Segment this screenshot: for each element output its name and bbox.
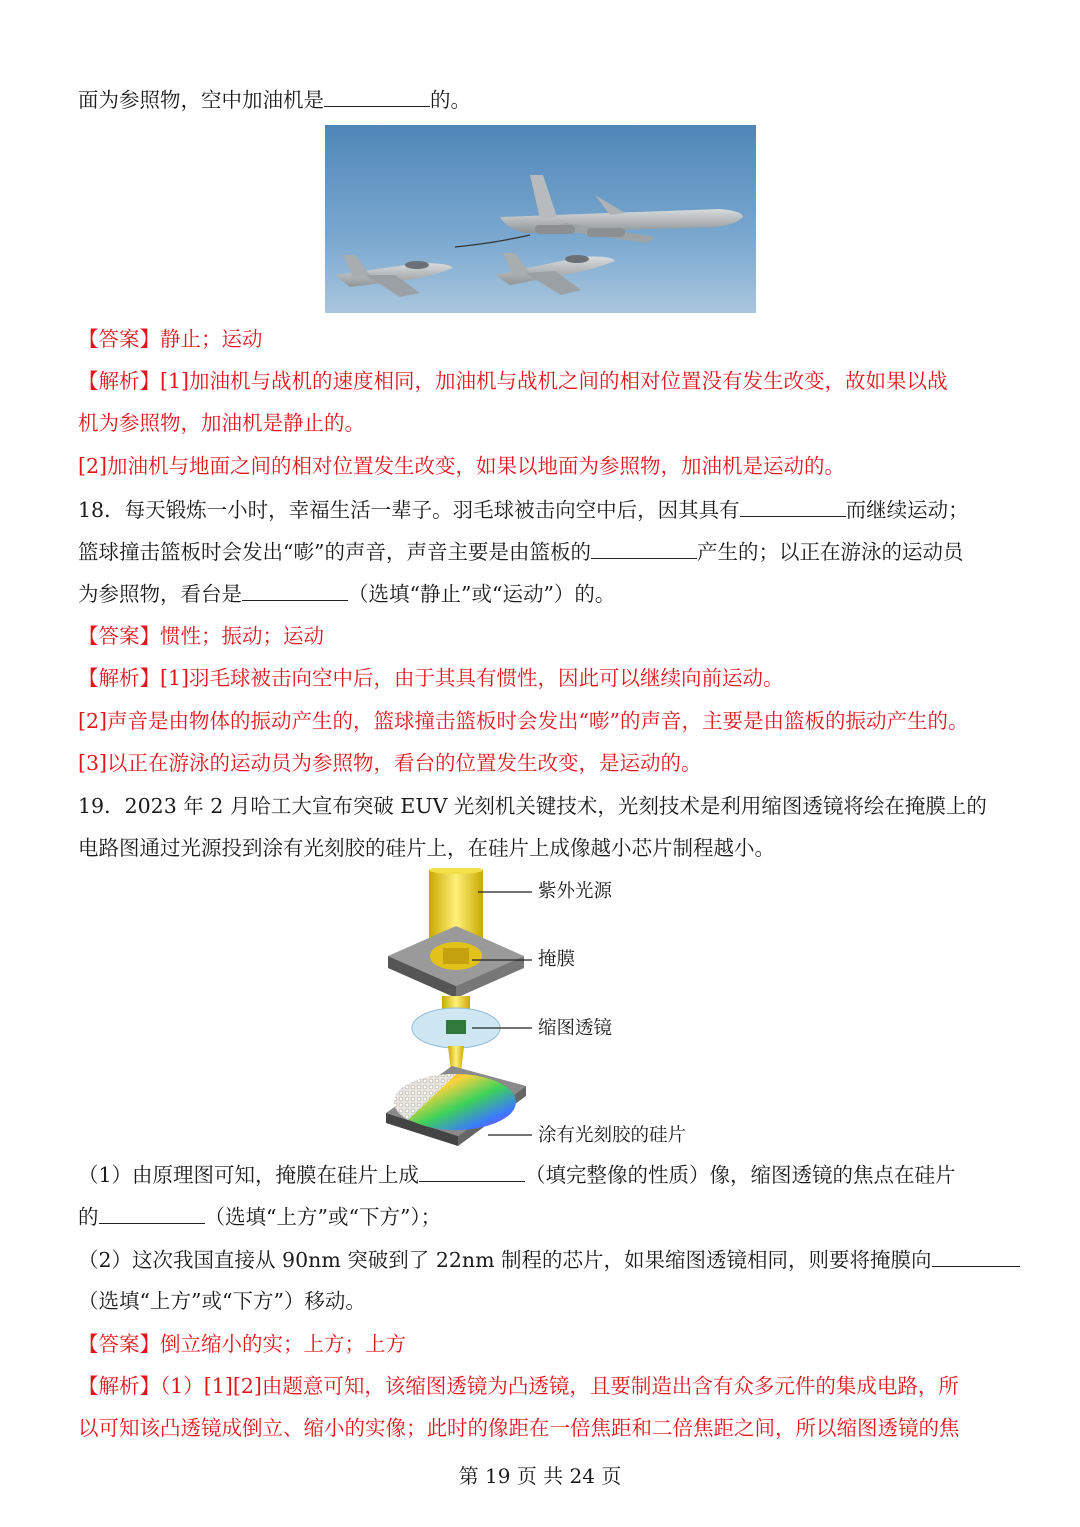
text: （选填“上方”或“下方”）； xyxy=(204,1205,442,1229)
text: 篮球撞击篮板时会发出“嘭”的声音，声音主要是由篮板的 xyxy=(78,540,591,564)
question-19-part-2-line-2: （选填“上方”或“下方”）移动。 xyxy=(78,1289,366,1313)
label-mask: 掩膜 xyxy=(538,949,576,970)
answer-blank xyxy=(591,536,697,559)
mask-plate xyxy=(388,926,524,998)
silicon-wafer xyxy=(386,1066,526,1146)
question-19-part-1-line-2 xyxy=(78,1201,1008,1232)
text: 的。 xyxy=(430,88,471,112)
question-19-line-1: 19．2023 年 2 月哈工大宣布突破 EUV 光刻机关键技术，光刻技术是利用缩图透镜将绘在掩膜上的 xyxy=(78,794,987,818)
text: （1）由原理图可知，掩膜在硅片上成 xyxy=(78,1163,420,1187)
question-18-line-1 xyxy=(78,494,1008,525)
answer-blank xyxy=(932,1244,1020,1267)
answer-blank xyxy=(324,84,430,107)
answer-19: 【答案】倒立缩小的实；上方；上方 xyxy=(78,1332,406,1356)
aerial-refueling-photo xyxy=(325,125,756,313)
explanation-17-line-3: [2]加油机与地面之间的相对位置发生改变，如果以地面为参照物，加油机是运动的。 xyxy=(78,454,846,478)
explanation-18-line-2: [2]声音是由物体的振动产生的，篮球撞击篮板时会发出“嘭”的声音，主要是由篮板的振动产生的。 xyxy=(78,709,969,733)
question-17-tail xyxy=(78,84,1008,115)
text: （2）这次我国直接从 90nm 突破到了 22nm 制程的芯片，如果缩图透镜相同，则要将掩膜向 xyxy=(78,1248,932,1272)
text: 为参照物，看台是 xyxy=(78,582,242,606)
explanation-17-line-2: 机为参照物，加油机是静止的。 xyxy=(78,411,365,435)
answer-blank xyxy=(242,578,348,601)
answer-17: 【答案】静止；运动 xyxy=(78,327,263,351)
text: （填完整像的性质）像，缩图透镜的焦点在硅片 xyxy=(525,1163,956,1187)
label-reduction-lens: 缩图透镜 xyxy=(538,1018,613,1039)
question-19-line-2: 电路图通过光源投到涂有光刻胶的硅片上，在硅片上成像越小芯片制程越小。 xyxy=(78,836,775,860)
explanation-18-line-1: 【解析】[1]羽毛球被击向空中后，由于其具有惯性，因此可以继续向前运动。 xyxy=(78,666,784,690)
answer-18: 【答案】惯性；振动；运动 xyxy=(78,624,324,648)
text: 18．每天锻炼一小时，幸福生活一辈子。羽毛球被击向空中后，因其具有 xyxy=(78,498,740,522)
text: （选填“静止”或“运动”）的。 xyxy=(348,582,616,606)
question-18-line-2 xyxy=(78,536,1008,567)
explanation-17-line-1: 【解析】[1]加油机与战机的速度相同，加油机与战机之间的相对位置没有发生改变，故如果以战 xyxy=(78,369,948,393)
text: 面为参照物，空中加油机是 xyxy=(78,88,324,112)
explanation-19-line-2: 以可知该凸透镜成倒立、缩小的实像；此时的像距在一倍焦距和二倍焦距之间，所以缩图透镜的焦 xyxy=(78,1416,960,1440)
answer-blank xyxy=(419,1159,525,1182)
explanation-18-line-3: [3]以正在游泳的运动员为参照物，看台的位置发生改变，是运动的。 xyxy=(78,751,702,775)
answer-blank xyxy=(99,1201,205,1224)
question-19-part-2-line-1 xyxy=(78,1244,1008,1275)
label-silicon-wafer: 涂有光刻胶的硅片 xyxy=(538,1125,687,1146)
text: 产生的；以正在游泳的运动员 xyxy=(696,540,964,564)
text: 而继续运动； xyxy=(845,498,969,522)
label-uv-source: 紫外光源 xyxy=(538,881,613,902)
text: 的 xyxy=(78,1205,99,1229)
page-number: 第 19 页 共 24 页 xyxy=(458,1464,622,1488)
lithography-diagram xyxy=(380,868,710,1156)
explanation-19-line-1: 【解析】（1）[1][2]由题意可知，该缩图透镜为凸透镜，且要制造出含有众多元件的集成电路，所 xyxy=(78,1374,959,1398)
question-18-line-3 xyxy=(78,578,1008,609)
answer-blank xyxy=(740,494,846,517)
question-19-part-1-line-1 xyxy=(78,1159,1008,1190)
